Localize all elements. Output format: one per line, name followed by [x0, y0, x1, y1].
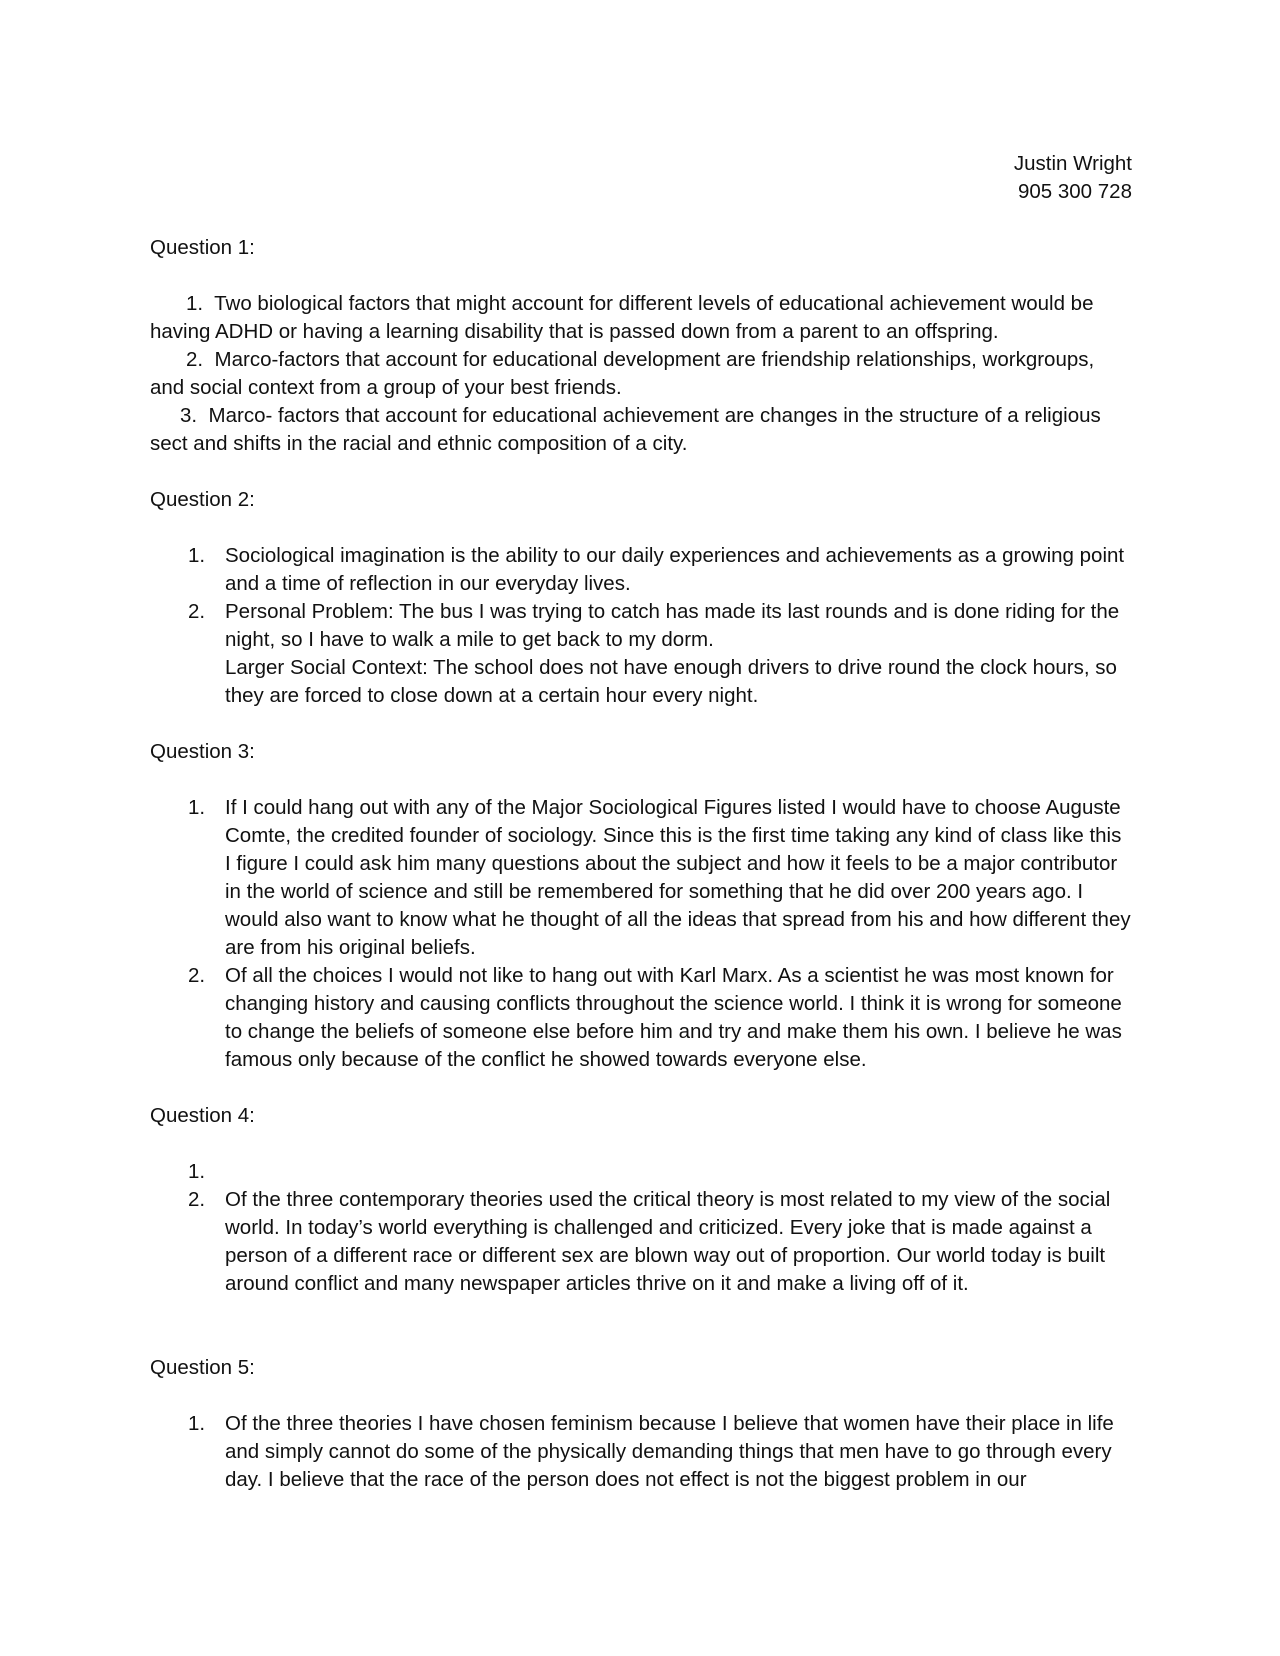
item-text: Marco- factors that account for educational achievement are changes in the structure of a religious sect and shifts in the racial and ethnic composition of a city.: [150, 404, 1101, 455]
question-1-item-1: [150, 290, 1132, 346]
item-number: 2.: [188, 964, 206, 987]
question-3-list: [150, 794, 1132, 1074]
item-text: Sociological imagination is the ability to our daily experiences and achievements as a growing point and a time of reflection in our everyday lives.: [225, 544, 1125, 595]
item-number: 2.: [188, 600, 206, 623]
question-3-section: [150, 738, 1132, 1074]
question-5-list: [150, 1410, 1132, 1494]
list-item: [150, 1158, 1132, 1186]
item-number: 1.: [188, 796, 206, 819]
list-item: [150, 1410, 1132, 1494]
question-2-heading: Question 2:: [150, 488, 255, 511]
item-text: Marco-factors that account for educational development are friendship relationships, workgroups, and social context from a group of your best friends.: [150, 348, 1095, 399]
list-item: [150, 542, 1132, 598]
item-number: 2.: [186, 348, 204, 371]
question-1-item-2: [150, 346, 1132, 402]
document-page: [150, 150, 1132, 1494]
item-text: Of the three contemporary theories used the critical theory is most related to my view of the social world. In today’s world everything is challenged and criticized. Every joke that is made against a person of a different race or different sex are blown way out of proportion. Our world today is built around conflict and many newspaper articles thrive on it and make a living off of it.: [225, 1188, 1111, 1295]
author-name: Justin Wright: [1013, 152, 1132, 175]
question-4-heading: Question 4:: [150, 1104, 255, 1127]
list-item: [150, 794, 1132, 962]
question-2-section: [150, 486, 1132, 710]
item-text: Of the three theories I have chosen feminism because I believe that women have their place in life and simply cannot do some of the physically demanding things that men have to go through every day. I believe that the race of the person does not effect is not the biggest problem in our: [225, 1412, 1114, 1491]
question-1-heading: Question 1:: [150, 236, 255, 259]
item-text: If I could hang out with any of the Major Sociological Figures listed I would have to choose Auguste Comte, the credited founder of sociology. Since this is the first time taking any kind of class like this I figure I could ask him many questions about the subject and how it feels to be a major contributor in the world of science and still be remembered for something that he did over 200 years ago. I would also want to know what he thought of all the ideas that spread from his and how different they are from his original beliefs.: [225, 796, 1131, 959]
item-text: Personal Problem: The bus I was trying to catch has made its last rounds and is done riding for the night, so I have to walk a mile to get back to my dorm.: [225, 600, 1120, 651]
item-number: 1.: [186, 292, 204, 315]
item-text: Two biological factors that might account for different levels of educational achievement would be having ADHD or having a learning disability that is passed down from a parent to an offspring.: [150, 292, 1094, 343]
question-4-section: [150, 1102, 1132, 1298]
question-3-heading: Question 3:: [150, 740, 255, 763]
list-item: [150, 962, 1132, 1074]
question-5-heading: Question 5:: [150, 1356, 255, 1379]
question-2-list: [150, 542, 1132, 710]
item-subtext: Larger Social Context: The school does not have enough drivers to drive round the clock hours, so they are forced to close down at a certain hour every night.: [225, 656, 1117, 707]
item-number: 1.: [188, 1160, 206, 1183]
item-number: 2.: [188, 1188, 206, 1211]
document-header: [150, 150, 1132, 206]
question-1-item-3: [150, 402, 1132, 458]
list-item: [150, 598, 1132, 710]
item-number: 1.: [188, 544, 206, 567]
item-text: Of all the choices I would not like to hang out with Karl Marx. As a scientist he was most known for changing history and causing conflicts throughout the science world. I think it is wrong for someone to change the beliefs of someone else before him and try and make them his own. I believe he was famous only because of the conflict he showed towards everyone else.: [225, 964, 1122, 1071]
student-id: 905 300 728: [1017, 180, 1132, 203]
question-4-list: [150, 1158, 1132, 1298]
question-5-section: [150, 1354, 1132, 1494]
question-1-section: [150, 234, 1132, 458]
item-number: 1.: [188, 1412, 206, 1435]
item-number: 3.: [180, 404, 198, 427]
list-item: [150, 1186, 1132, 1298]
